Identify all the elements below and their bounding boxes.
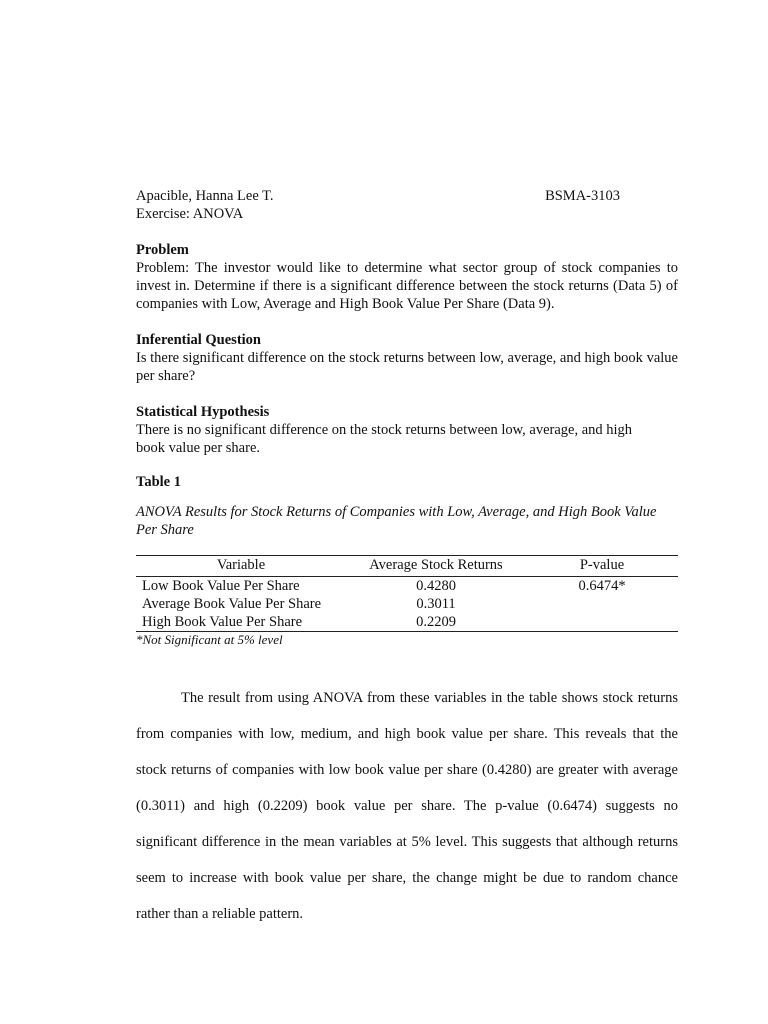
inferential-question-heading: Inferential Question — [136, 332, 261, 348]
document-page — [136, 187, 678, 932]
average-cell: 0.2209 — [346, 613, 526, 632]
table-label: Table 1 — [136, 474, 181, 490]
variable-cell: Low Book Value Per Share — [142, 578, 300, 594]
variable-cell: High Book Value Per Share — [136, 613, 346, 632]
table-header-row — [136, 556, 678, 577]
anova-results-table — [136, 555, 678, 632]
column-header-variable: Variable — [136, 556, 346, 577]
variable-cell: Average Book Value Per Share — [142, 596, 322, 612]
pvalue-cell — [526, 595, 678, 613]
table-row — [136, 577, 678, 596]
average-cell: 0.4280 — [416, 578, 456, 594]
header-row — [136, 187, 678, 205]
pvalue-cell — [526, 613, 678, 632]
table-note: *Not Significant at 5% level — [136, 632, 283, 647]
problem-heading: Problem — [136, 242, 189, 258]
inferential-question-text: Is there significant difference on the stock returns between low, average, and high book value per share? — [136, 350, 678, 384]
discussion-paragraph: The result from using ANOVA from these variables in the table shows stock returns from companies with low, medium, and high book value per share. This reveals that the stock returns of companies with low book value per share (0.4280) are greater with average (0.3011) and high (0.2209) book value per share. The p-value (0.6474) suggests no significant difference in the mean variables at 5% level. This suggests that although returns seem to increase with book value per share, the change might be due to random chance rather than a reliable pattern. — [136, 690, 678, 922]
exercise-title: Exercise: ANOVA — [136, 206, 244, 222]
author-name: Apacible, Hanna Lee T. — [136, 188, 274, 204]
pvalue-cell: 0.6474* — [578, 578, 626, 594]
problem-section — [136, 241, 678, 313]
column-header-pvalue: P-value — [526, 556, 678, 577]
problem-text: Problem: The investor would like to determine what sector group of stock companies to invest in. Determine if there is a significant difference between the stock returns (Data 5) of companies with Low, Average and High Book Value Per Share (Data 9). — [136, 260, 678, 312]
statistical-hypothesis-section — [136, 403, 678, 457]
table-row — [136, 613, 678, 632]
inferential-question-section — [136, 331, 678, 385]
statistical-hypothesis-heading: Statistical Hypothesis — [136, 404, 270, 420]
course-code: BSMA-3103 — [545, 188, 620, 204]
table-caption: ANOVA Results for Stock Returns of Companies with Low, Average, and High Book Value Per Share — [136, 504, 657, 538]
column-header-average: Average Stock Returns — [346, 556, 526, 577]
statistical-hypothesis-text: There is no significant difference on the stock returns between low, average, and high book value per share. — [136, 422, 633, 456]
average-cell: 0.3011 — [416, 596, 456, 612]
table-row — [136, 595, 678, 613]
